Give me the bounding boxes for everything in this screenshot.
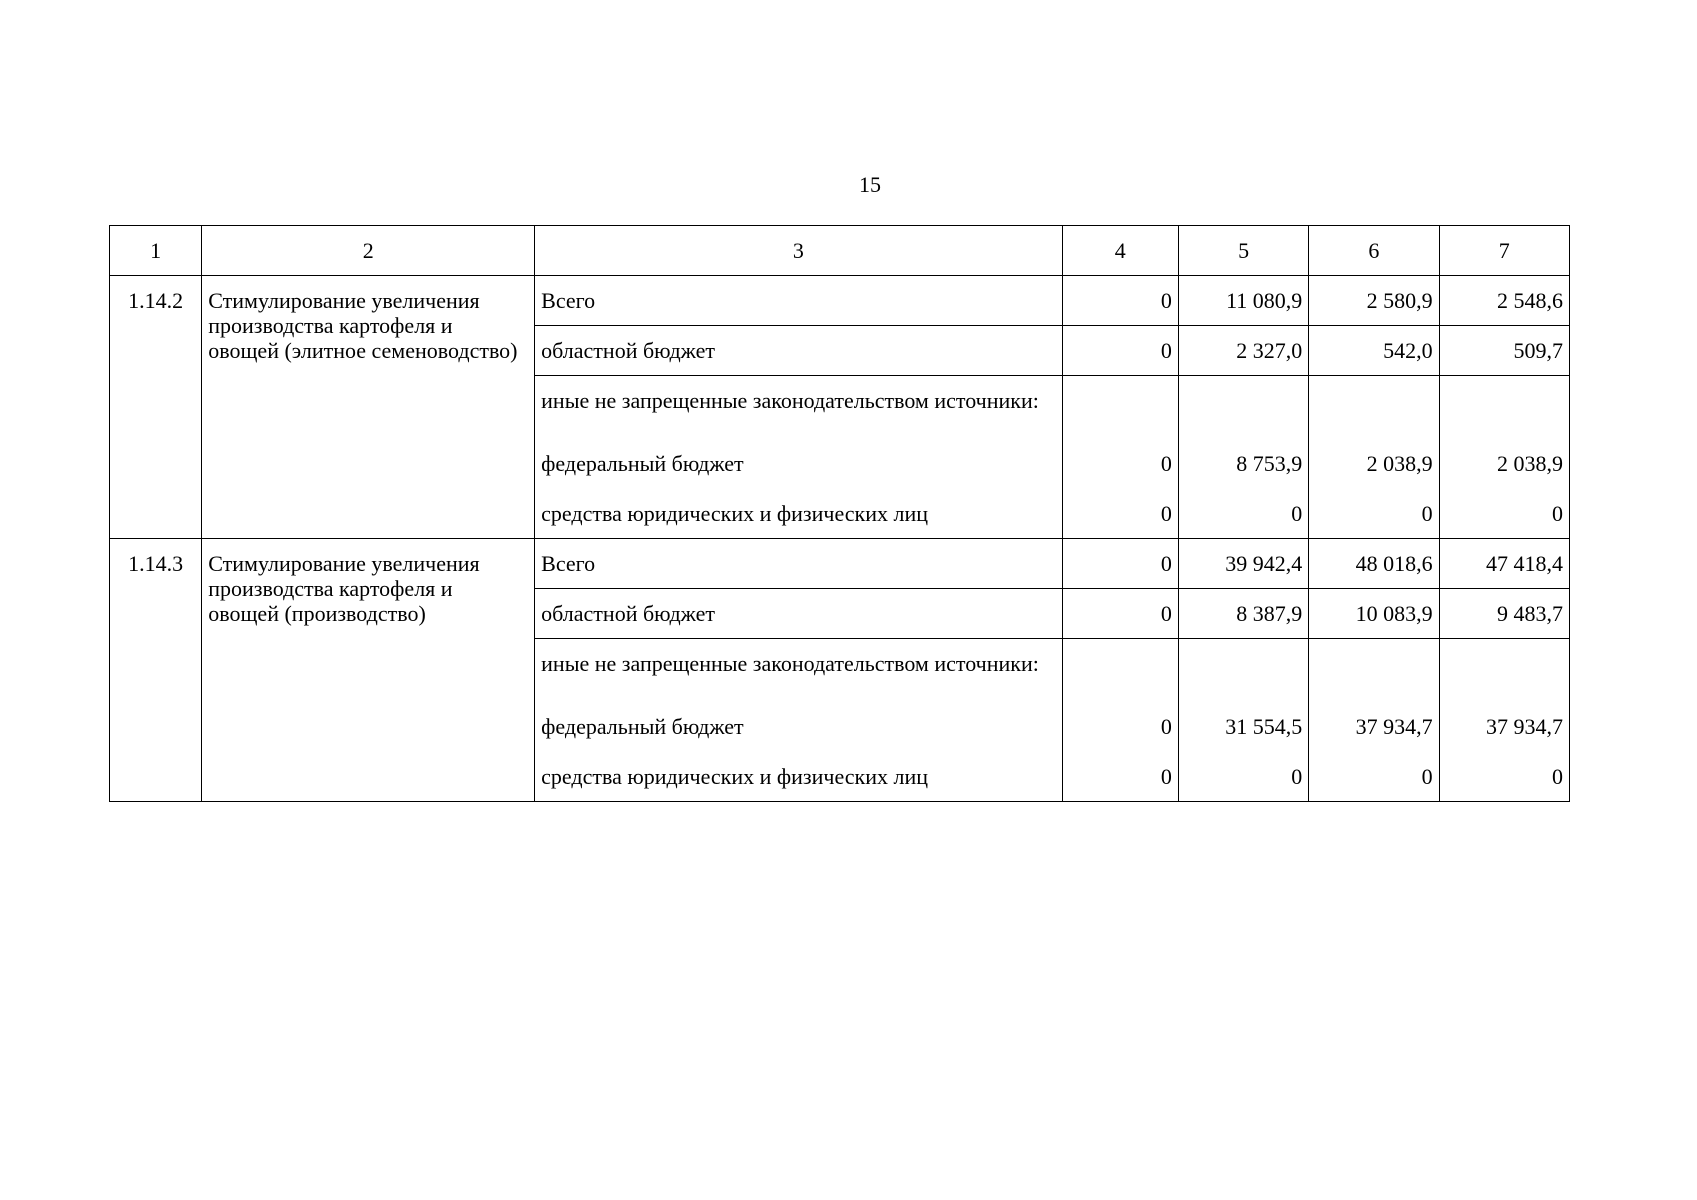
value-cell: 0 bbox=[1062, 701, 1178, 751]
value-cell: 8 387,9 bbox=[1178, 589, 1308, 639]
value-cell: 0 bbox=[1178, 488, 1308, 539]
value-cell: 2 327,0 bbox=[1178, 326, 1308, 376]
source-label: Всего bbox=[535, 276, 1062, 326]
value-cell: 0 bbox=[1062, 438, 1178, 488]
value-cell bbox=[1178, 639, 1308, 702]
header-cell: 1 bbox=[110, 226, 202, 276]
source-label: Всего bbox=[535, 539, 1062, 589]
value-cell: 9 483,7 bbox=[1439, 589, 1569, 639]
value-cell: 0 bbox=[1062, 276, 1178, 326]
source-label: средства юридических и физических лиц bbox=[535, 751, 1062, 802]
value-cell: 48 018,6 bbox=[1309, 539, 1439, 589]
value-cell bbox=[1439, 376, 1569, 439]
item-name: Стимулирование увеличения производства картофеля и овощей (производство) bbox=[202, 539, 535, 802]
value-cell: 0 bbox=[1062, 589, 1178, 639]
source-label: федеральный бюджет bbox=[535, 438, 1062, 488]
value-cell: 2 580,9 bbox=[1309, 276, 1439, 326]
value-cell bbox=[1439, 639, 1569, 702]
source-label: областной бюджет bbox=[535, 326, 1062, 376]
value-cell bbox=[1062, 639, 1178, 702]
value-cell: 37 934,7 bbox=[1439, 701, 1569, 751]
value-cell: 0 bbox=[1062, 751, 1178, 802]
header-cell: 7 bbox=[1439, 226, 1569, 276]
value-cell: 0 bbox=[1062, 326, 1178, 376]
value-cell: 31 554,5 bbox=[1178, 701, 1308, 751]
table-row bbox=[110, 539, 1570, 589]
value-cell bbox=[1309, 376, 1439, 439]
value-cell: 47 418,4 bbox=[1439, 539, 1569, 589]
header-cell: 5 bbox=[1178, 226, 1308, 276]
source-label: средства юридических и физических лиц bbox=[535, 488, 1062, 539]
value-cell: 542,0 bbox=[1309, 326, 1439, 376]
item-name: Стимулирование увеличения производства картофеля и овощей (элитное семеноводство) bbox=[202, 276, 535, 539]
value-cell: 8 753,9 bbox=[1178, 438, 1308, 488]
value-cell: 2 038,9 bbox=[1309, 438, 1439, 488]
source-label: иные не запрещенные законодательством источники: bbox=[535, 639, 1062, 702]
table-row bbox=[110, 276, 1570, 326]
value-cell: 0 bbox=[1178, 751, 1308, 802]
value-cell: 509,7 bbox=[1439, 326, 1569, 376]
header-cell: 4 bbox=[1062, 226, 1178, 276]
budget-table bbox=[109, 225, 1570, 802]
value-cell: 0 bbox=[1062, 488, 1178, 539]
item-code: 1.14.2 bbox=[110, 276, 202, 539]
source-label: иные не запрещенные законодательством источники: bbox=[535, 376, 1062, 439]
source-label: областной бюджет bbox=[535, 589, 1062, 639]
item-code: 1.14.3 bbox=[110, 539, 202, 802]
value-cell: 0 bbox=[1309, 488, 1439, 539]
value-cell: 2 548,6 bbox=[1439, 276, 1569, 326]
page-number: 15 bbox=[859, 172, 881, 197]
value-cell: 2 038,9 bbox=[1439, 438, 1569, 488]
value-cell: 39 942,4 bbox=[1178, 539, 1308, 589]
value-cell: 0 bbox=[1439, 488, 1569, 539]
header-cell: 3 bbox=[535, 226, 1062, 276]
value-cell bbox=[1178, 376, 1308, 439]
header-cell: 6 bbox=[1309, 226, 1439, 276]
value-cell: 37 934,7 bbox=[1309, 701, 1439, 751]
table-header-row bbox=[110, 226, 1570, 276]
value-cell bbox=[1062, 376, 1178, 439]
value-cell: 0 bbox=[1062, 539, 1178, 589]
value-cell: 11 080,9 bbox=[1178, 276, 1308, 326]
header-cell: 2 bbox=[202, 226, 535, 276]
value-cell: 0 bbox=[1309, 751, 1439, 802]
source-label: федеральный бюджет bbox=[535, 701, 1062, 751]
value-cell bbox=[1309, 639, 1439, 702]
value-cell: 10 083,9 bbox=[1309, 589, 1439, 639]
value-cell: 0 bbox=[1439, 751, 1569, 802]
